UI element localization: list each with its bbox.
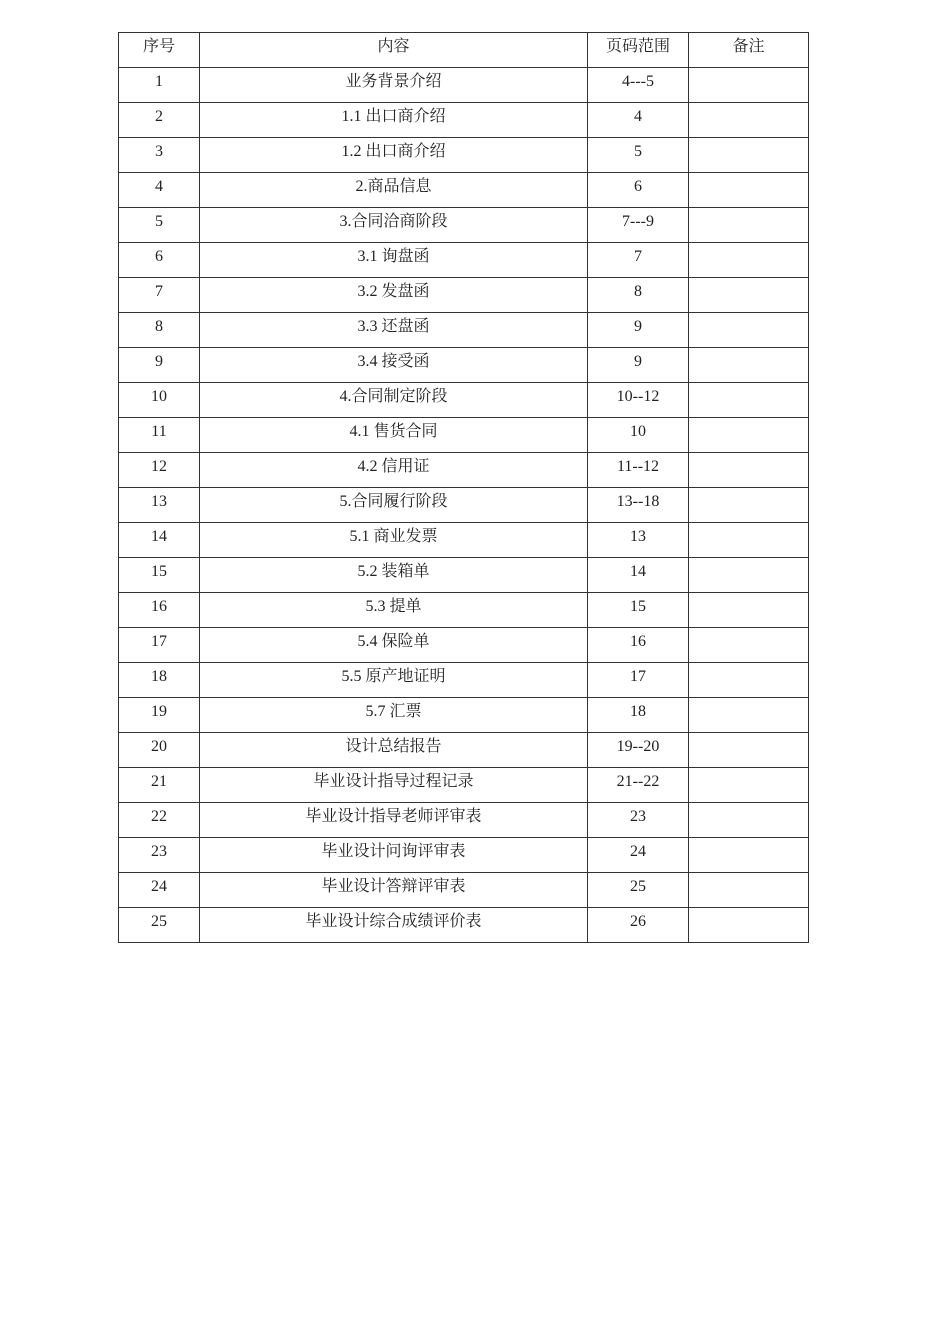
- row-note: [689, 103, 809, 138]
- row-content: 5.7 汇票: [200, 698, 588, 733]
- table-row: [119, 138, 809, 173]
- row-index: 8: [119, 313, 200, 348]
- table-row: [119, 873, 809, 908]
- row-note: [689, 873, 809, 908]
- table-row: [119, 838, 809, 873]
- table-row: [119, 768, 809, 803]
- row-content: 3.合同洽商阶段: [200, 208, 588, 243]
- row-index: 13: [119, 488, 200, 523]
- row-page-range: 13: [588, 523, 689, 558]
- row-note: [689, 803, 809, 838]
- row-index: 12: [119, 453, 200, 488]
- row-index: 25: [119, 908, 200, 943]
- row-index: 23: [119, 838, 200, 873]
- row-page-range: 6: [588, 173, 689, 208]
- table-row: [119, 418, 809, 453]
- row-index: 7: [119, 278, 200, 313]
- row-content: 毕业设计答辩评审表: [200, 873, 588, 908]
- row-page-range: 9: [588, 348, 689, 383]
- row-note: [689, 628, 809, 663]
- row-index: 16: [119, 593, 200, 628]
- table-row: [119, 488, 809, 523]
- row-note: [689, 68, 809, 103]
- row-page-range: 18: [588, 698, 689, 733]
- row-note: [689, 558, 809, 593]
- table-row: [119, 593, 809, 628]
- row-index: 1: [119, 68, 200, 103]
- row-index: 22: [119, 803, 200, 838]
- table-row: [119, 243, 809, 278]
- row-page-range: 25: [588, 873, 689, 908]
- row-note: [689, 208, 809, 243]
- row-note: [689, 663, 809, 698]
- row-page-range: 4: [588, 103, 689, 138]
- row-page-range: 21--22: [588, 768, 689, 803]
- row-content: 5.2 装箱单: [200, 558, 588, 593]
- row-index: 2: [119, 103, 200, 138]
- table-row: [119, 733, 809, 768]
- table-row: [119, 558, 809, 593]
- row-index: 20: [119, 733, 200, 768]
- row-note: [689, 138, 809, 173]
- row-content: 5.1 商业发票: [200, 523, 588, 558]
- table-row: [119, 208, 809, 243]
- row-page-range: 4---5: [588, 68, 689, 103]
- row-note: [689, 278, 809, 313]
- table-row: [119, 908, 809, 943]
- header-page-range: 页码范围: [588, 33, 689, 68]
- table-header-row: [119, 33, 809, 68]
- row-content: 5.4 保险单: [200, 628, 588, 663]
- row-page-range: 23: [588, 803, 689, 838]
- table-row: [119, 628, 809, 663]
- row-note: [689, 488, 809, 523]
- row-page-range: 10: [588, 418, 689, 453]
- table-row: [119, 313, 809, 348]
- table-row: [119, 278, 809, 313]
- row-page-range: 24: [588, 838, 689, 873]
- row-page-range: 19--20: [588, 733, 689, 768]
- table-row: [119, 173, 809, 208]
- row-index: 18: [119, 663, 200, 698]
- row-note: [689, 523, 809, 558]
- row-note: [689, 733, 809, 768]
- row-page-range: 26: [588, 908, 689, 943]
- row-index: 10: [119, 383, 200, 418]
- row-content: 5.5 原产地证明: [200, 663, 588, 698]
- row-note: [689, 593, 809, 628]
- row-content: 2.商品信息: [200, 173, 588, 208]
- table-row: [119, 348, 809, 383]
- row-index: 3: [119, 138, 200, 173]
- row-page-range: 5: [588, 138, 689, 173]
- header-content: 内容: [200, 33, 588, 68]
- row-index: 24: [119, 873, 200, 908]
- row-index: 9: [119, 348, 200, 383]
- row-content: 1.1 出口商介绍: [200, 103, 588, 138]
- row-content: 设计总结报告: [200, 733, 588, 768]
- row-content: 毕业设计问询评审表: [200, 838, 588, 873]
- row-note: [689, 418, 809, 453]
- row-content: 毕业设计指导过程记录: [200, 768, 588, 803]
- row-content: 3.1 询盘函: [200, 243, 588, 278]
- row-page-range: 15: [588, 593, 689, 628]
- row-note: [689, 243, 809, 278]
- row-index: 6: [119, 243, 200, 278]
- row-index: 17: [119, 628, 200, 663]
- row-page-range: 10--12: [588, 383, 689, 418]
- row-page-range: 11--12: [588, 453, 689, 488]
- row-index: 11: [119, 418, 200, 453]
- row-index: 5: [119, 208, 200, 243]
- row-content: 5.合同履行阶段: [200, 488, 588, 523]
- row-content: 业务背景介绍: [200, 68, 588, 103]
- row-note: [689, 698, 809, 733]
- row-index: 19: [119, 698, 200, 733]
- row-page-range: 8: [588, 278, 689, 313]
- row-content: 3.2 发盘函: [200, 278, 588, 313]
- row-note: [689, 768, 809, 803]
- row-content: 毕业设计指导老师评审表: [200, 803, 588, 838]
- row-index: 14: [119, 523, 200, 558]
- table-row: [119, 453, 809, 488]
- table-row: [119, 803, 809, 838]
- table-row: [119, 103, 809, 138]
- row-note: [689, 313, 809, 348]
- row-note: [689, 383, 809, 418]
- table-row: [119, 383, 809, 418]
- row-note: [689, 173, 809, 208]
- row-page-range: 7: [588, 243, 689, 278]
- row-content: 1.2 出口商介绍: [200, 138, 588, 173]
- row-page-range: 13--18: [588, 488, 689, 523]
- row-page-range: 17: [588, 663, 689, 698]
- table-body: [119, 68, 809, 943]
- header-index: 序号: [119, 33, 200, 68]
- row-page-range: 16: [588, 628, 689, 663]
- table-row: [119, 68, 809, 103]
- row-page-range: 9: [588, 313, 689, 348]
- row-content: 毕业设计综合成绩评价表: [200, 908, 588, 943]
- row-content: 5.3 提单: [200, 593, 588, 628]
- row-note: [689, 838, 809, 873]
- table-row: [119, 663, 809, 698]
- row-page-range: 7---9: [588, 208, 689, 243]
- row-index: 15: [119, 558, 200, 593]
- row-content: 4.合同制定阶段: [200, 383, 588, 418]
- row-page-range: 14: [588, 558, 689, 593]
- row-content: 3.4 接受函: [200, 348, 588, 383]
- table-of-contents: [118, 32, 809, 943]
- row-content: 4.2 信用证: [200, 453, 588, 488]
- header-notes: 备注: [689, 33, 809, 68]
- row-index: 4: [119, 173, 200, 208]
- row-note: [689, 453, 809, 488]
- table-row: [119, 523, 809, 558]
- row-note: [689, 908, 809, 943]
- row-note: [689, 348, 809, 383]
- row-content: 3.3 还盘函: [200, 313, 588, 348]
- row-content: 4.1 售货合同: [200, 418, 588, 453]
- row-index: 21: [119, 768, 200, 803]
- table-row: [119, 698, 809, 733]
